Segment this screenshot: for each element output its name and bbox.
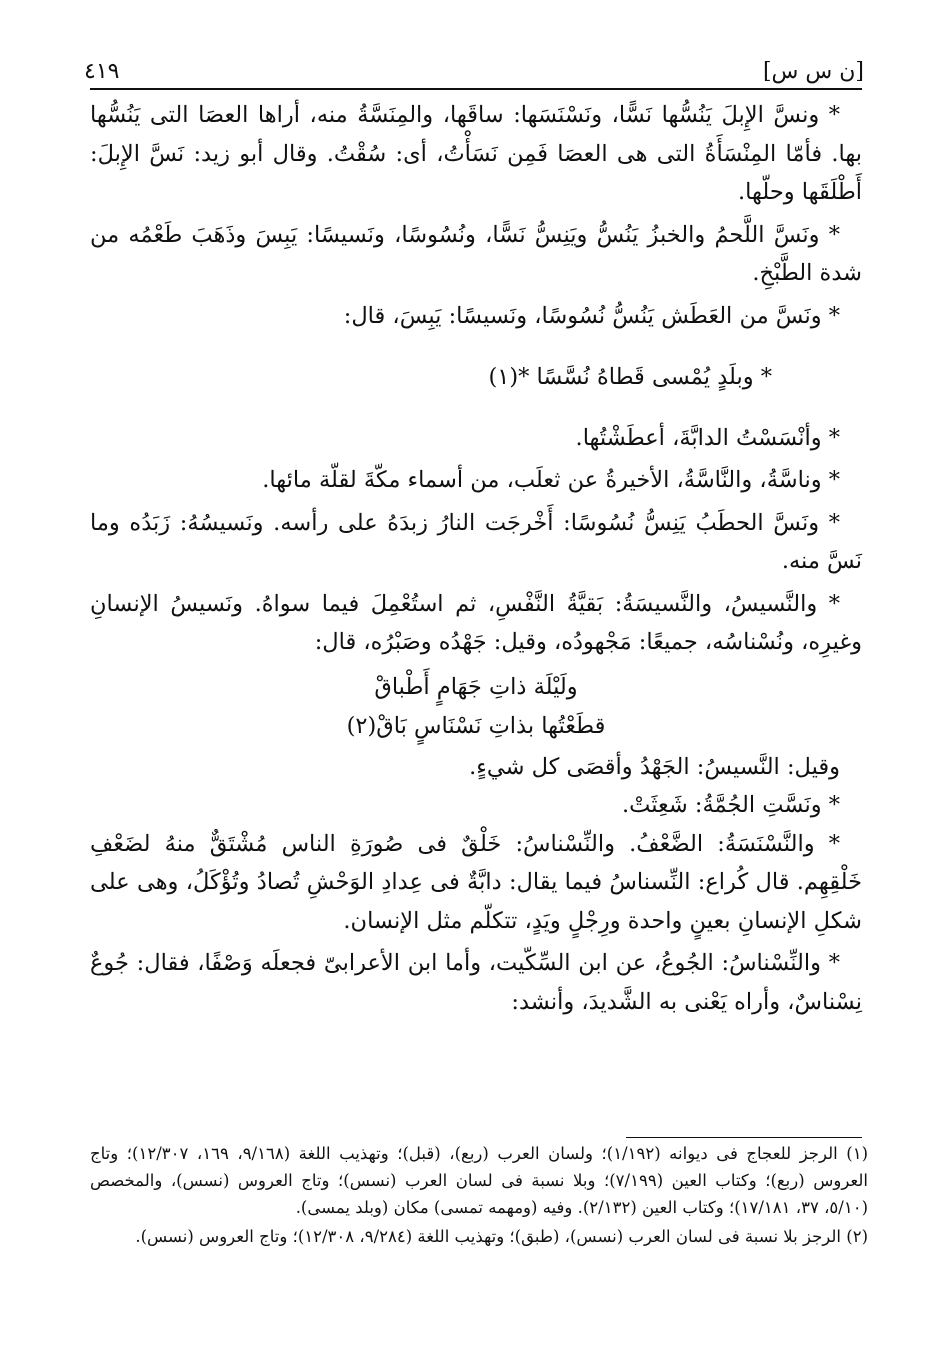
entry-paragraph: * والنِّسْناسُ: الجُوعُ، عن ابن السِّكّيت، وأما ابن الأعرابىّ فجعلَه وَصْفًا، فقال: جُوعٌ نِسْناسٌ، وأراه يَعْنى به الشَّديدَ، وأنشد: [90,950,862,1015]
page-number: ٤١٩ [84,59,120,84]
entry-paragraph: * وناسَّةُ، والنَّاسَّةُ، الأخيرةُ عن ثعلَب، من أسماء مكّةَ لقلّة مائها. [262,467,840,493]
entry-paragraph: * والنَّسيسُ، والنَّسيسَةُ: بَقيَّةُ النَّفْسِ، ثم استُعْمِلَ فيما سواهُ. ونَسيسُ الإنسانِ وغيرِه، ونُسْناسُه، جميعًا: مَجْهودُه، وقيل: جَهْدُه وصَبْرُه، قال: [90,590,862,655]
verse-line: * وبلَدٍ يُمْسى قَطاهُ نُسَّسًا *(١) [488,363,772,390]
entry-paragraph: * ونَسَّ من العَطَش يَنُسُّ نُسُوسًا، ونَسيسًا: يَبِسَ، قال: [343,302,840,329]
verse-line: قطَعْتُها بذاتِ نَسْنَاسٍ بَاقْ(٢) [346,712,606,739]
entry-paragraph: * ونَسَّ اللَّحمُ والخبزُ يَنُسُّ ويَنِسُّ نَسًّا، ونُسُوسًا، ونَسيسًا: يَبِسَ وذَهَبَ طَعْمُه من شدة الطَّبْخِ. [90,221,862,286]
entry-paragraph: * ونَسَّ الحطَبُ يَنِسُّ نُسُوسًا: أَخْرجَت النارُ زبدَهُ على رأسه. ونَسيسُهُ: زَبَدُه وما نَسَّ منه. [90,509,862,574]
entry-paragraph: * وأنْسَسْتُ الدابَّةَ، أعطَشْتُها. [575,424,840,451]
main-text [90,96,862,1021]
verse-block [90,668,862,746]
footnote-divider [626,1137,862,1138]
footnote: (٢) الرجز بلا نسبة فى لسان العرب (نسس)، (طبق)؛ وتهذيب اللغة (٩/٢٨٤، ١٢/٣٠٨)؛ وتاج العروس (نسس). [135,1227,868,1246]
entry-paragraph: * ونَسَّتِ الجُمَّةُ: شَعِثَتْ. [621,792,840,818]
page-header [84,44,864,84]
footnotes [90,1140,868,1252]
entry-paragraph: * ونسَّ الإِبلَ يَنُسُّها نَسًّا، ونَسْنَسَها: ساقَها، والمِنَسَّةُ منه، أراها العصَا التى يَنُسُّها بها. فأمّا المِنْسَأَةُ التى هى العصَا فَمِن نَسَأْتُ، أى: سُقْتُ. وقال أبو زيد: نَسَّ الإِبلَ: أَطْلَقَها وحلّها. [90,102,862,205]
entry-paragraph: * والنَّسْنَسَةُ: الضَّعْفُ. والنِّسْناسُ: خَلْقٌ فى صُورَةِ الناس مُشْتَقٌّ منهُ لضَعْفِ خَلْقِهِم. قال كُراع: النِّسناسُ فيما يقال: دابَّةٌ فى عِدادِ الوَحْشِ تُصادُ وتُؤْكَلُ، وهى على شكلِ الإنسانِ بعينٍ واحدة ورِجْلٍ ويَدٍ، تتكلّم مثل الإنسان. [90,830,862,934]
header-divider [90,88,862,90]
entry-paragraph: وقيل: النَّسيسُ: الجَهْدُ وأقصَى كل شيءٍ. [469,753,840,780]
footnote: (١) الرجز للعجاج فى ديوانه (١/١٩٢)؛ ولسان العرب (ربع)، (قبل)؛ وتهذيب اللغة (٩/١٦٨، ١٦٩، ١٢/٣٠٧)؛ وتاج العروس (ربع)؛ وكتاب العين (٧/١٩٩)؛ وبلا نسبة فى لسان العرب (نسس)؛ وتاج العروس (نسس)، والمخصص (٥/١٠، ٣٧، ١٧/١٨١)؛ وكتاب العين (٢/١٣٢). وفيه (ومهمه تمسى) مكان (وبلد يمسى). [90,1144,869,1217]
running-head: [ن س س] [762,59,864,84]
verse-line: ولَيْلَة ذاتِ جَهَامٍ أَطْباقْ [374,673,578,700]
